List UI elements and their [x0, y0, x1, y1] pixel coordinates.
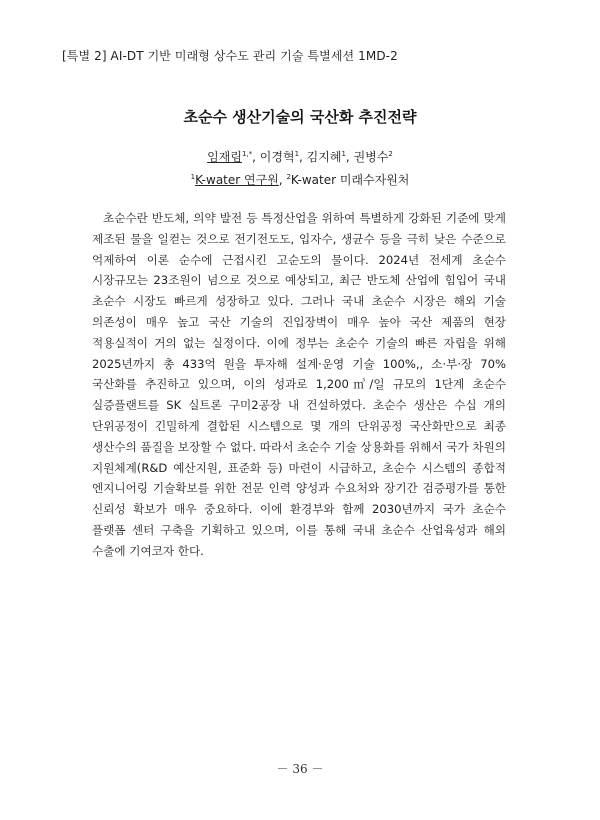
affiliation-mark: 2: [286, 173, 291, 181]
author: [354, 150, 393, 164]
author-affil-mark: 1: [294, 150, 300, 158]
author: [307, 150, 354, 164]
author: [260, 150, 307, 164]
abstract-body: 초순수란 반도체, 의약 발전 등 특정산업을 위하여 특별하게 강화된 기준에 맞게 제조된 물을 일컫는 것으로 전기전도도, 입자수, 생균수 등을 극히 낮은 수준으로 억제하여 이론 순수에 근접시킨 고순도의 물이다. 2024년 전세계 초순수 시장규모는 23조원이 넘으로 것으로 예상되고, 최근 반도체 산업에 힘입어 국내 초순수 시장도 빠르게 성장하고 있다. 그러나 국내 초순수 시장은 해외 기술 의존성이 매우 높고 국산 기술의 진입장벽이 매우 높아 국산 제품의 현장 적용실적이 거의 없는 실정이다. 이에 정부는 초순수 기술의 빠른 자립을 위해 2025년까지 총 433억 원을 투자해 설계·운영 기술 100%,, 소·부·장 70% 국산화를 추진하고 있으며, 이의 성과로 1,200㎥/일 규모의 1단계 초순수 실증플랜트를 SK 실트론 구미2공장 내 건설하였다. 초순수 생산은 수십 개의 단위공정이 긴밀하게 결합된 시스템으로 몇 개의 단위공정 국산화만으로 최종 생산수의 품질을 보장할 수 없다. 따라서 초순수 기술 상용화를 위해서 국가 차원의 지원체계(R&D 예산지원, 표준화 등) 마련이 시급하고, 초순수 시스템의 종합적 엔지니어링 기술확보를 위한 전문 인력 양성과 수요처와 장기간 검증평가를 통한 신뢰성 확보가 매우 중요하다. 이에 환경부와 함께 2030년까지 국가 초순수 플랫폼 센터 구축을 기획하고 있으며, 이를 통해 국내 초순수 산업육성과 해외 수출에 기여코자 한다.: [92, 211, 506, 558]
author: [207, 150, 260, 164]
author-separator: ,: [299, 150, 307, 164]
author-name-presenter: 임재림: [207, 150, 242, 164]
author-affil-mark: 1,*: [241, 150, 253, 158]
affiliation: [191, 173, 287, 187]
author-name: 권병수: [353, 150, 389, 164]
affiliation-separator: ,: [278, 173, 287, 187]
author-separator: ,: [345, 150, 354, 164]
paper-title: 초순수 생산기술의 국산화 추진전략: [183, 108, 417, 126]
page-number: － 36 －: [276, 762, 324, 776]
affiliation-mark: 1: [190, 173, 196, 181]
affiliation-name: K-water 미래수자원처: [290, 173, 410, 187]
session-header: [특별 2] AI-DT 기반 미래형 상수도 관리 기술 특별세션 1MD-2: [62, 49, 398, 63]
affiliation: [286, 173, 409, 187]
author-list: [0, 148, 600, 165]
affiliation-list: [0, 171, 600, 188]
affiliation-name: K-water 연구원: [195, 173, 279, 187]
author-name: 김지혜: [306, 150, 342, 164]
author-affil-mark: 2: [388, 150, 393, 158]
author-name: 이경혁: [259, 150, 295, 164]
author-affil-mark: 1: [341, 150, 346, 158]
author-separator: ,: [252, 150, 260, 164]
